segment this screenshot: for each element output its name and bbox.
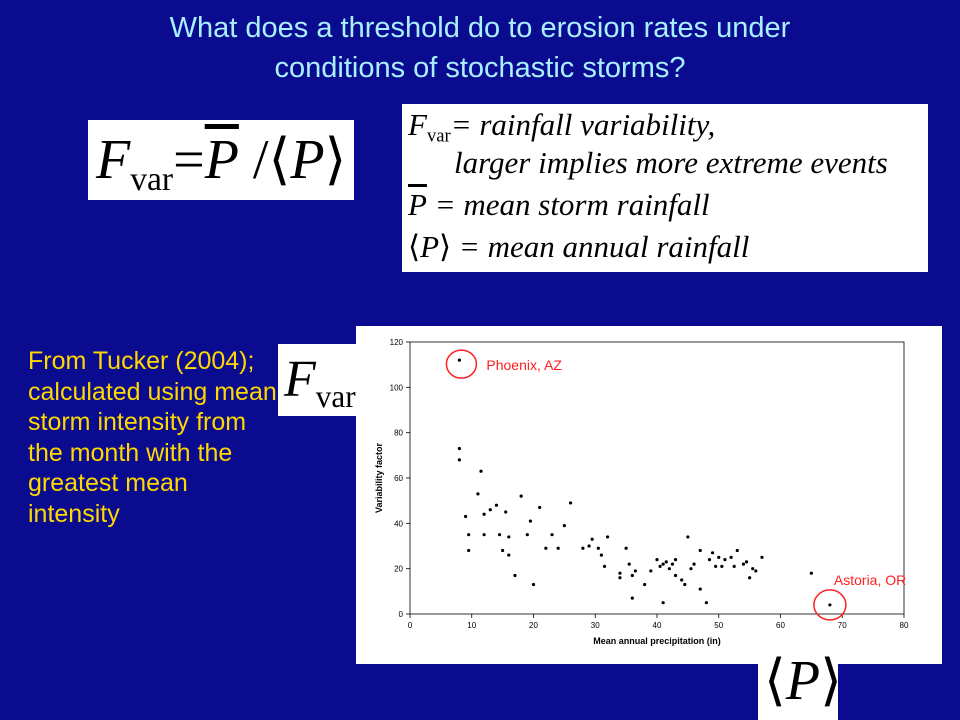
y-tick-label: 100 [389, 383, 403, 393]
data-point [467, 549, 470, 552]
data-point [483, 533, 486, 536]
data-point [495, 504, 498, 507]
data-point [489, 508, 492, 511]
slide-title [40, 8, 920, 88]
data-point [662, 601, 665, 604]
data-point [683, 583, 686, 586]
data-point [532, 583, 535, 586]
data-point [692, 563, 695, 566]
data-point [705, 601, 708, 604]
data-point [671, 563, 674, 566]
data-point [714, 565, 717, 568]
data-point [717, 556, 720, 559]
scatter-chart [356, 326, 942, 664]
x-axis-title: Mean annual precipitation (in) [593, 636, 721, 646]
x-tick-label: 80 [899, 621, 909, 630]
x-tick-label: 0 [407, 621, 413, 630]
data-point [625, 547, 628, 550]
eq-slash: / [252, 129, 269, 191]
def-symbol-sub: var [426, 125, 451, 147]
plot-frame [410, 342, 907, 614]
y-tick-label: 40 [394, 519, 403, 529]
y-tick-label: 120 [389, 338, 403, 347]
data-point [513, 574, 516, 577]
definitions-box [402, 104, 928, 272]
data-point [736, 549, 739, 552]
data-point [544, 547, 547, 550]
fvar-equation [96, 124, 346, 216]
data-point [689, 567, 692, 570]
annotation-label: Astoria, OR [833, 571, 907, 588]
data-point [720, 565, 723, 568]
data-point [751, 567, 754, 570]
data-point [631, 574, 634, 577]
data-point [591, 538, 594, 541]
data-point [587, 544, 590, 547]
data-point [662, 563, 665, 566]
data-point [674, 558, 677, 561]
data-point [501, 549, 504, 552]
data-point [649, 569, 652, 572]
data-point [631, 597, 634, 600]
data-point [730, 556, 733, 559]
data-point [520, 495, 523, 498]
data-point [467, 533, 470, 536]
data-point [498, 533, 501, 536]
right-angle-icon: ⟩ [439, 229, 452, 264]
title-line-1: What does a threshold do to erosion rates under [169, 12, 791, 44]
data-point [458, 447, 461, 450]
data-point [581, 547, 584, 550]
data-point [665, 560, 668, 563]
data-point [618, 576, 621, 579]
data-point [600, 553, 603, 556]
p-symbol [764, 646, 842, 716]
data-point [476, 492, 479, 495]
y-tick-label: 60 [394, 474, 403, 483]
eq-numerator: $\overline{P}$ [204, 129, 239, 191]
data-point [597, 547, 600, 550]
data-point [504, 510, 507, 513]
x-tick-label: 60 [776, 621, 785, 630]
def-text: larger implies more extreme events [454, 145, 888, 180]
eq-lhs-sub: var [130, 160, 174, 198]
data-point [603, 565, 606, 568]
x-tick-label: 20 [529, 621, 538, 630]
definition-pbar [408, 186, 710, 224]
data-point [464, 515, 467, 518]
p-letter: P [785, 650, 821, 712]
y-axis-title: Variability factor [374, 442, 384, 514]
y-tick-label: 80 [394, 428, 403, 438]
fvar-sub: var [315, 378, 356, 414]
left-angle-icon: ⟨ [408, 229, 421, 264]
x-tick-label: 30 [590, 621, 600, 630]
data-point [680, 578, 683, 581]
data-point [711, 551, 714, 554]
data-point [507, 553, 510, 556]
scatter-chart-svg [356, 326, 942, 664]
data-point [606, 535, 609, 538]
phoenix-highlight-circle [446, 350, 476, 378]
data-point [550, 533, 553, 536]
def-text: = rainfall variability, [450, 107, 716, 142]
data-point [668, 567, 671, 570]
data-point [557, 547, 560, 550]
equation-box [88, 120, 354, 200]
data-point [526, 533, 529, 536]
data-point [723, 558, 726, 561]
data-point [708, 558, 711, 561]
data-point [733, 565, 736, 568]
def-text: = mean storm rainfall [434, 187, 710, 222]
data-point [458, 458, 461, 461]
y-tick-label: 20 [394, 564, 403, 574]
data-point [529, 519, 532, 522]
data-point [658, 565, 661, 568]
fvar-symbol [284, 350, 356, 427]
def-symbol: P [420, 229, 440, 264]
data-point [810, 572, 813, 575]
x-tick-label: 10 [467, 621, 477, 630]
def-symbol: F [408, 107, 427, 142]
data-point [828, 603, 831, 606]
eq-denominator: P [290, 129, 325, 191]
data-point [538, 506, 541, 509]
annotation-label: Phoenix, AZ [486, 357, 562, 374]
left-angle-icon: ⟨ [268, 129, 291, 191]
data-point [760, 556, 763, 559]
data-point [686, 535, 689, 538]
y-tick-label: 0 [398, 610, 403, 619]
data-point [563, 524, 566, 527]
source-note: From Tucker (2004); calculated using mean storm intensity from the month with the greatest mean intensity [28, 347, 277, 528]
eq-equals: = [173, 129, 205, 191]
data-point [699, 587, 702, 590]
p-axis-label-box [758, 642, 842, 720]
data-point [458, 359, 461, 362]
data-point [643, 583, 646, 586]
fvar-axis-label-box [278, 344, 368, 416]
data-point [742, 563, 745, 566]
eq-lhs: F [96, 129, 131, 191]
data-point [569, 501, 572, 504]
data-point [628, 563, 631, 566]
title-line-2: conditions of stochastic storms? [274, 52, 686, 84]
x-tick-label: 50 [714, 621, 724, 630]
fvar-letter: F [284, 351, 316, 408]
data-point [634, 569, 637, 572]
data-point [674, 574, 677, 577]
definition-fvar-cont [454, 144, 888, 182]
x-tick-label: 40 [652, 621, 662, 630]
data-point [745, 560, 748, 563]
def-symbol: $\overline{P}$ [408, 187, 427, 222]
data-point [507, 535, 510, 538]
data-point [748, 576, 751, 579]
data-point [699, 549, 702, 552]
data-point [754, 569, 757, 572]
right-angle-icon: ⟩ [324, 129, 347, 191]
data-point [483, 513, 486, 516]
right-angle-icon: ⟩ [820, 650, 842, 712]
def-text: = mean annual rainfall [458, 229, 750, 264]
left-angle-icon: ⟨ [764, 650, 786, 712]
definition-p-angle [408, 228, 749, 266]
data-point [655, 558, 658, 561]
x-tick-label: 70 [837, 621, 847, 630]
data-point [479, 470, 482, 473]
data-point [618, 572, 621, 575]
